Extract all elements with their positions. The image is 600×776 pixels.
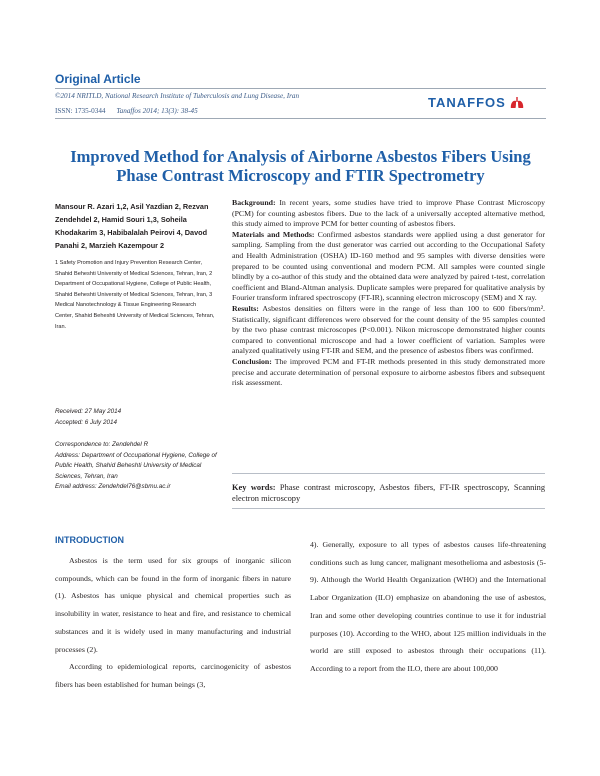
- body-column-right: [310, 536, 546, 678]
- article-dates: [55, 407, 215, 428]
- article-type: Original Article: [55, 72, 141, 86]
- journal-logo: [428, 95, 524, 110]
- lungs-icon: [510, 97, 524, 109]
- conclusion-label: Conclusion:: [232, 356, 272, 366]
- abstract-methods: [232, 230, 545, 304]
- correspondence-email[interactable]: Email address: Zendehdel76@sbmu.ac.ir: [55, 483, 171, 490]
- conclusion-text: The improved PCM and FT-IR methods presented in this study demonstrated more precise and accurate determination of personal exposure to airborne asbestos fibers and subsequent risk assessment.: [232, 356, 546, 388]
- article-title: Improved Method for Analysis of Airborne Asbestos Fibers Using Phase Contrast Microscopy and FTIR Spectrometry: [70, 147, 531, 185]
- logo-text: TANAFFOS: [428, 95, 506, 110]
- affiliations: 1 Safety Promotion and Injury Prevention Research Center, Shahid Beheshti University of Medical Sciences, Tehran, Iran, 2 Department of Occupational Hygiene, College of Public Health, Shahid Beheshti University of Medical Sciences, Tehran, Iran, 3 Medical Nanotechnology & Tissue Engineering Research Center, Shahid Beheshti University of Medical Sciences, Tehran, Iran.: [55, 260, 215, 330]
- intro-paragraph-3: 4). Generally, exposure to all types of asbestos causes life-threatening conditions such as lung cancer, malignant mesothelioma and asbestosis (5-9). Although the World Health Organization (WHO) and the International Labor Organization (ILO) emphasize on abandoning the use of asbestos, Iran and some other developing countries continue to use it for industrial purposes (10). According to the WHO, about 125 million individuals in the world are still exposed to asbestos through their occupations (11). According to a report from the ILO, there are about 100,000: [310, 540, 546, 673]
- background-label: Background:: [232, 198, 276, 207]
- header-divider-bottom: [55, 118, 546, 119]
- keywords-divider-top: [232, 473, 545, 474]
- intro-paragraph-1: Asbestos is the term used for six groups of inorganic silicon compounds, which can be found in the form of inorganic fibers in nature (1). Asbestos has unique physical and chemical properties such as insolubility in water, resistance to heat and fire, and resistance to chemical substances and it is widely used in many manufacturing and industrial processes (2).: [55, 556, 291, 654]
- issn-line: [55, 107, 198, 115]
- abstract: [232, 198, 545, 389]
- citation: Tanaffos 2014; 13(3): 38-45: [116, 107, 198, 115]
- author-list: Mansour R. Azari 1,2, Asil Yazdian 2, Rezvan Zendehdel 2, Hamid Souri 1,3, Soheila Khodakarim 3, Habibalalah Peirovi 4, Davod Panahi 2, Marzieh Kazempour 2: [55, 202, 209, 250]
- abstract-conclusion: [232, 357, 545, 389]
- keywords-label: Key words:: [232, 483, 276, 492]
- section-heading-introduction: INTRODUCTION: [55, 535, 124, 545]
- body-column-left: [55, 552, 291, 694]
- correspondence: [55, 440, 220, 493]
- intro-paragraph-2: According to epidemiological reports, carcinogenicity of asbestos fibers has been established for human beings (3,: [55, 662, 291, 689]
- header-divider: [55, 88, 546, 89]
- keywords-divider-bottom: [232, 508, 545, 509]
- correspondence-address: Address: Department of Occupational Hygiene, College of Public Health, Shahid Beheshti University of Medical Sciences, Tehran, Iran: [55, 451, 217, 480]
- issn: ISSN: 1735-0344: [55, 107, 106, 115]
- abstract-background: [232, 198, 545, 230]
- keywords: [232, 482, 545, 505]
- results-text: Asbestos densities on filters were in the range of less than 100 to 600 fibers/mm². Statistically, significant differences were observed for the count density of the 95 samples counted by the two phase contrast microscopes (P<0.001). Nikon microscope demonstrated higher counts compared to conventional microscope and had a lower coefficient of variation. Samples were analyzed qualitatively using FT-IR and SEM, and the presence of asbestos fibers was confirmed.: [232, 303, 546, 356]
- correspondence-to: Correspondence to: Zendehdel R: [55, 441, 149, 448]
- keywords-text: Phase contrast microscopy, Asbestos fibers, FT-IR spectroscopy, Scanning electron microscopy: [232, 483, 546, 504]
- received-date: Received: 27 May 2014: [55, 408, 122, 415]
- methods-label: Materials and Methods:: [232, 229, 315, 239]
- results-label: Results:: [232, 303, 259, 313]
- background-text: In recent years, some studies have tried to improve Phase Contrast Microscopy (PCM) for counting asbestos fibers. Due to the lack of a universally accepted alternative method, this study aimed to improve PCM for better counting of asbestos fibers.: [232, 198, 545, 229]
- methods-text: Confirmed asbestos standards were applied using a dust generator for sampling. Sampling from the dust generator was carried out according to the Occupational Safety and Health Administration (OSHA) ID-160 method and 95 samples with diverse densities were prepared to be counted using conventional and modern PCM. All samples were counted single blindly by a co-author of this study and the obtained data were analyzed by paired t-test, correlation coefficient and Bland-Altman analysis. Duplicate samples were prepared for qualitative analysis by Fourier transform infrared spectroscopy (FT-IR), scanning electron microscopy (SEM) and X ray.: [232, 229, 545, 303]
- abstract-results: [232, 304, 545, 357]
- copyright-line: ©2014 NRITLD, National Research Institute of Tuberculosis and Lung Disease, Iran: [55, 92, 300, 100]
- accepted-date: Accepted: 6 July 2014: [55, 418, 117, 426]
